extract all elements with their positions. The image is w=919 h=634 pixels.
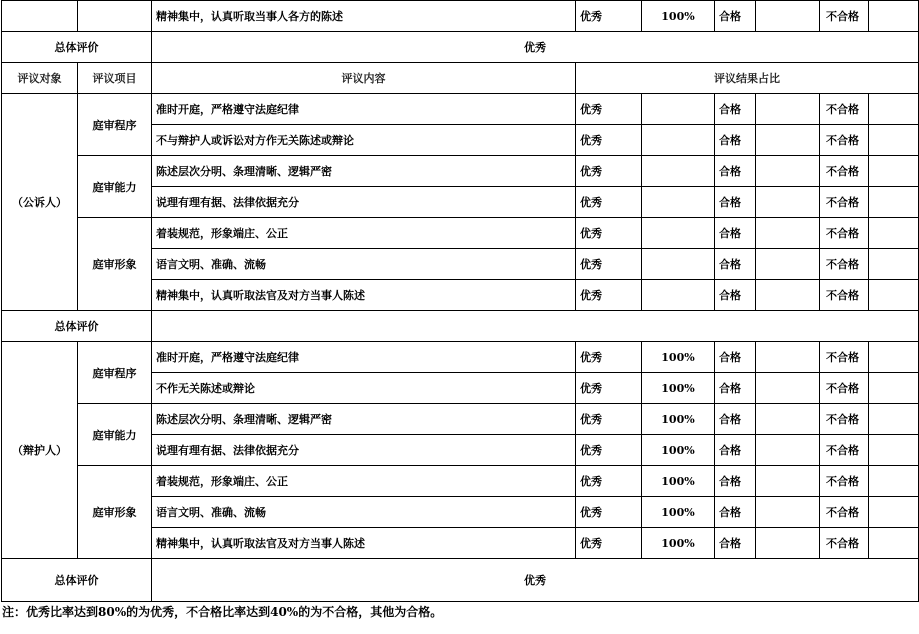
pass-percentage	[756, 528, 820, 559]
pass-percentage	[756, 156, 820, 187]
overall-label: 总体评价	[2, 32, 152, 63]
pass-percentage	[756, 249, 820, 280]
pass-percentage	[756, 466, 820, 497]
pass-option: 合格	[715, 218, 756, 249]
fail-option: 不合格	[820, 94, 869, 125]
fail-percentage	[869, 466, 919, 497]
excellent-option: 优秀	[576, 125, 642, 156]
excellent-percentage	[642, 94, 715, 125]
content-cell: 陈述层次分明、条理清晰、逻辑严密	[152, 404, 576, 435]
fail-option: 不合格	[820, 528, 869, 559]
excellent-option: 优秀	[576, 373, 642, 404]
excellent-percentage	[642, 156, 715, 187]
evaluation-item: 庭审形象	[78, 218, 152, 311]
excellent-option: 优秀	[576, 94, 642, 125]
fail-percentage	[869, 373, 919, 404]
fail-option: 不合格	[820, 249, 869, 280]
header-content: 评议内容	[152, 63, 576, 94]
fail-option: 不合格	[820, 156, 869, 187]
excellent-percentage: 100%	[642, 528, 715, 559]
header-row	[2, 63, 919, 94]
content-cell: 不作无关陈述或辩论	[152, 373, 576, 404]
fail-percentage	[869, 125, 919, 156]
excellent-option: 优秀	[576, 218, 642, 249]
pass-percentage	[756, 404, 820, 435]
pass-option: 合格	[715, 466, 756, 497]
fail-option: 不合格	[820, 404, 869, 435]
footnote: 注：优秀比率达到80%的为优秀，不合格比率达到40%的为不合格，其他为合格。	[2, 605, 443, 619]
fail-option: 不合格	[820, 218, 869, 249]
excellent-option: 优秀	[576, 342, 642, 373]
pass-option: 合格	[715, 342, 756, 373]
evaluation-table	[1, 0, 919, 602]
evaluation-item: 庭审能力	[78, 404, 152, 466]
content-cell: 精神集中，认真听取当事人各方的陈述	[152, 1, 576, 32]
content-cell: 着装规范，形象端庄、公正	[152, 218, 576, 249]
fail-percentage	[869, 528, 919, 559]
pass-percentage	[756, 435, 820, 466]
excellent-option: 优秀	[576, 249, 642, 280]
evaluated-object: （辩护人）	[2, 342, 78, 559]
overall-value	[152, 311, 919, 342]
pass-option: 合格	[715, 497, 756, 528]
table-row	[2, 466, 919, 497]
content-cell: 陈述层次分明、条理清晰、逻辑严密	[152, 156, 576, 187]
pass-option: 合格	[715, 1, 756, 32]
header-item: 评议项目	[78, 63, 152, 94]
overall-row	[2, 32, 919, 63]
pass-percentage	[756, 1, 820, 32]
excellent-option: 优秀	[576, 466, 642, 497]
content-cell: 准时开庭，严格遵守法庭纪律	[152, 342, 576, 373]
pass-option: 合格	[715, 373, 756, 404]
evaluation-item: 庭审能力	[78, 156, 152, 218]
fail-percentage	[869, 497, 919, 528]
content-cell: 不与辩护人或诉讼对方作无关陈述或辩论	[152, 125, 576, 156]
fail-option: 不合格	[820, 373, 869, 404]
table-row	[2, 404, 919, 435]
content-cell: 说理有理有据、法律依据充分	[152, 435, 576, 466]
content-cell: 精神集中，认真听取法官及对方当事人陈述	[152, 528, 576, 559]
table-body	[2, 1, 919, 602]
content-cell: 语言文明、准确、流畅	[152, 249, 576, 280]
table-row	[2, 156, 919, 187]
fail-percentage	[869, 435, 919, 466]
content-cell: 说理有理有据、法律依据充分	[152, 187, 576, 218]
pass-percentage	[756, 218, 820, 249]
fail-percentage	[869, 342, 919, 373]
header-result: 评议结果占比	[576, 63, 919, 94]
content-cell: 着装规范，形象端庄、公正	[152, 466, 576, 497]
pass-percentage	[756, 94, 820, 125]
fail-percentage	[869, 280, 919, 311]
pass-option: 合格	[715, 156, 756, 187]
header-object: 评议对象	[2, 63, 78, 94]
fail-option: 不合格	[820, 125, 869, 156]
fail-option: 不合格	[820, 187, 869, 218]
fail-percentage	[869, 249, 919, 280]
excellent-percentage: 100%	[642, 497, 715, 528]
pass-option: 合格	[715, 280, 756, 311]
excellent-percentage: 100%	[642, 1, 715, 32]
table-row	[2, 218, 919, 249]
pass-option: 合格	[715, 435, 756, 466]
content-cell: 语言文明、准确、流畅	[152, 497, 576, 528]
pass-option: 合格	[715, 528, 756, 559]
excellent-percentage	[642, 249, 715, 280]
excellent-option: 优秀	[576, 1, 642, 32]
excellent-percentage: 100%	[642, 404, 715, 435]
overall-value: 优秀	[152, 32, 919, 63]
fail-option: 不合格	[820, 280, 869, 311]
excellent-percentage: 100%	[642, 435, 715, 466]
pass-option: 合格	[715, 94, 756, 125]
pass-percentage	[756, 125, 820, 156]
evaluated-object: （公诉人）	[2, 94, 78, 311]
empty-cell	[2, 1, 78, 32]
fail-percentage	[869, 404, 919, 435]
fail-percentage	[869, 1, 919, 32]
pass-option: 合格	[715, 187, 756, 218]
pass-option: 合格	[715, 249, 756, 280]
overall-label: 总体评价	[2, 559, 152, 602]
overall-row	[2, 311, 919, 342]
excellent-percentage: 100%	[642, 342, 715, 373]
excellent-option: 优秀	[576, 280, 642, 311]
pass-percentage	[756, 280, 820, 311]
pass-option: 合格	[715, 404, 756, 435]
fail-percentage	[869, 156, 919, 187]
overall-value: 优秀	[152, 559, 919, 602]
content-cell: 准时开庭，严格遵守法庭纪律	[152, 94, 576, 125]
fail-option: 不合格	[820, 466, 869, 497]
fail-percentage	[869, 218, 919, 249]
excellent-option: 优秀	[576, 187, 642, 218]
fail-percentage	[869, 94, 919, 125]
excellent-percentage: 100%	[642, 373, 715, 404]
excellent-percentage	[642, 218, 715, 249]
evaluation-item: 庭审程序	[78, 342, 152, 404]
evaluation-item: 庭审形象	[78, 466, 152, 559]
excellent-option: 优秀	[576, 404, 642, 435]
excellent-option: 优秀	[576, 435, 642, 466]
pass-option: 合格	[715, 125, 756, 156]
excellent-option: 优秀	[576, 156, 642, 187]
fail-percentage	[869, 187, 919, 218]
pass-percentage	[756, 497, 820, 528]
excellent-percentage	[642, 280, 715, 311]
excellent-option: 优秀	[576, 497, 642, 528]
excellent-option: 优秀	[576, 528, 642, 559]
pass-percentage	[756, 373, 820, 404]
overall-label: 总体评价	[2, 311, 152, 342]
table-row	[2, 94, 919, 125]
excellent-percentage: 100%	[642, 466, 715, 497]
fail-option: 不合格	[820, 1, 869, 32]
table-row	[2, 342, 919, 373]
content-cell: 精神集中，认真听取法官及对方当事人陈述	[152, 280, 576, 311]
pass-percentage	[756, 342, 820, 373]
table-row	[2, 1, 919, 32]
empty-cell	[78, 1, 152, 32]
overall-row	[2, 559, 919, 602]
fail-option: 不合格	[820, 497, 869, 528]
fail-option: 不合格	[820, 342, 869, 373]
excellent-percentage	[642, 187, 715, 218]
evaluation-item: 庭审程序	[78, 94, 152, 156]
excellent-percentage	[642, 125, 715, 156]
pass-percentage	[756, 187, 820, 218]
fail-option: 不合格	[820, 435, 869, 466]
